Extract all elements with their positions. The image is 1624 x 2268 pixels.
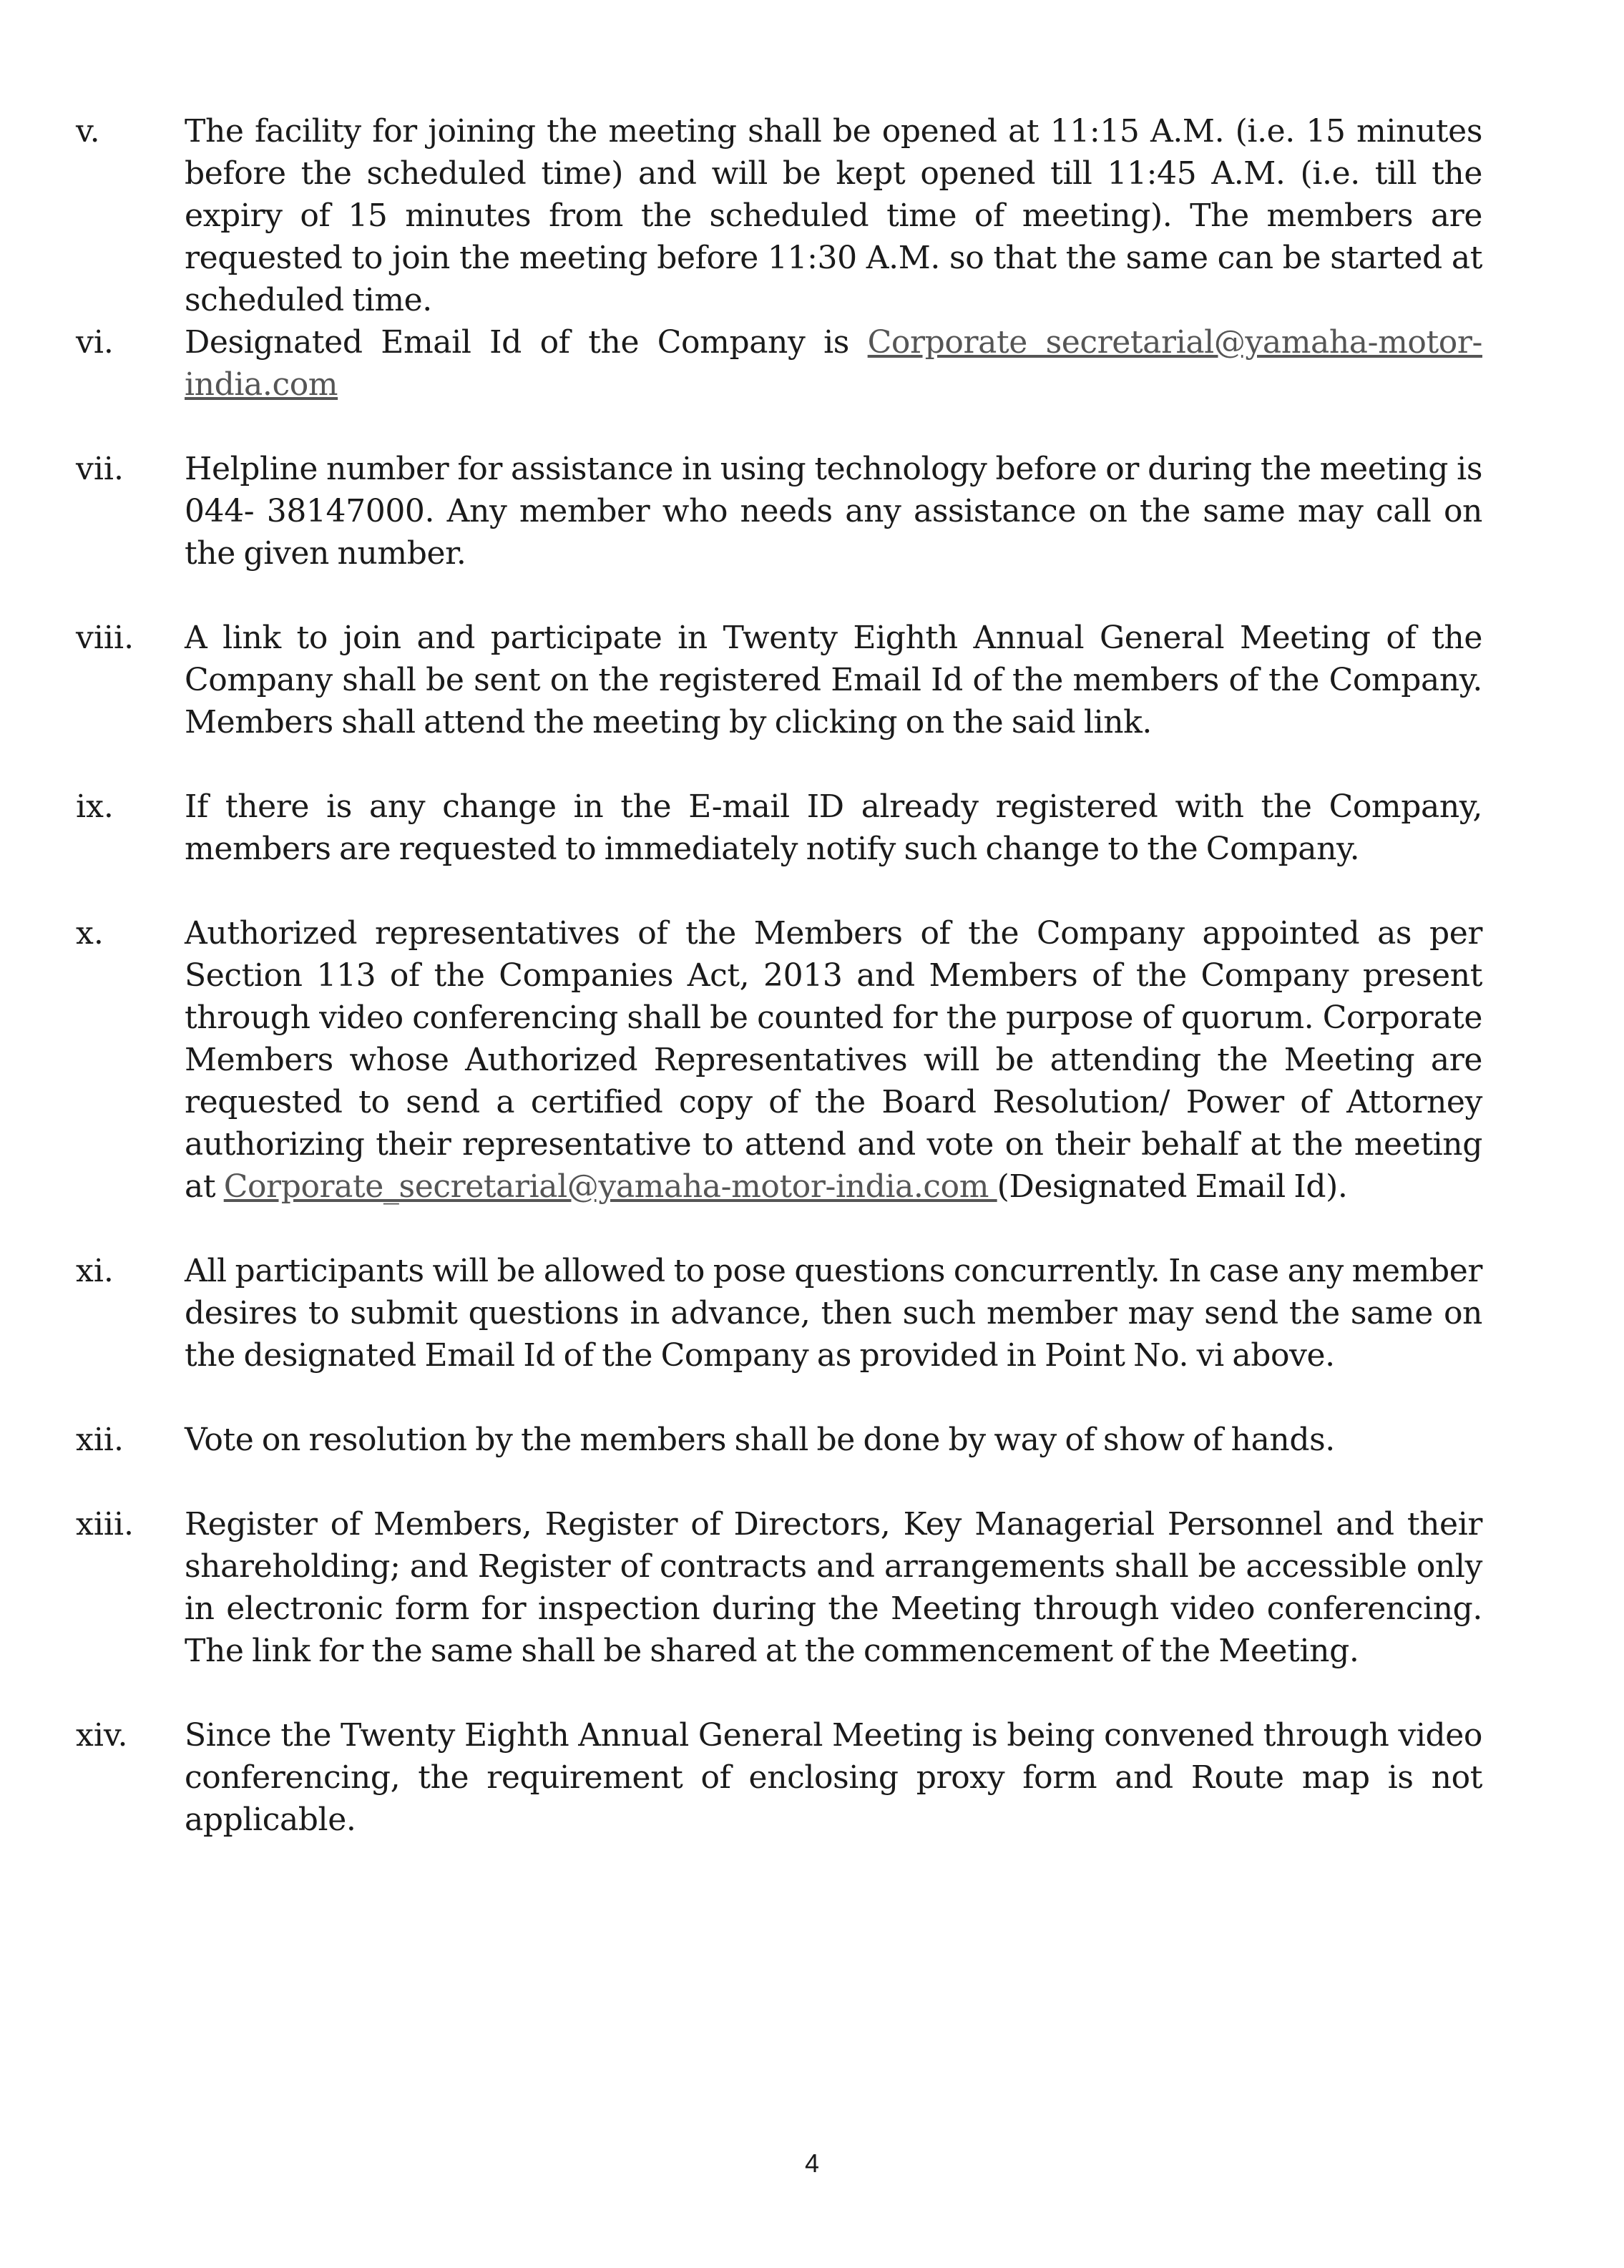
item-marker: xiii.: [76, 1506, 134, 1543]
item-text: [185, 321, 1482, 406]
item-text: [185, 912, 1482, 1208]
item-text: Helpline number for assistance in using technology before or during the meeting is 044- 38147000. Any member who needs any assistance on the same may call on the given number.: [185, 451, 1482, 572]
item-text: A link to join and participate in Twenty Eighth Annual General Meeting of the Company shall be sent on the registered Email Id of the members of the Company. Members shall attend the meeting by clicking on the said link.: [185, 620, 1482, 740]
item-text: Since the Twenty Eighth Annual General Meeting is being convened through video conferencing, the requirement of enclosing proxy form and Route map is not applicable.: [185, 1717, 1482, 1838]
item-marker: ix.: [76, 788, 114, 825]
item-text-before: Authorized representatives of the Members of the Company appointed as per Section 113 of the Companies Act, 2013 and Members of the Company present through video conferencing shall be counted for the purpose of quorum. Corporate Members whose Authorized Representatives will be attending the Meeting are requested to send a certified copy of the Board Resolution/ Power of Attorney authorizing their representative to attend and vote on their behalf at the meeting at: [185, 915, 1482, 1205]
item-text-after: (Designated Email Id).: [997, 1168, 1348, 1205]
item-text: If there is any change in the E-mail ID already registered with the Company, members are requested to immediately notify such change to the Company.: [185, 788, 1482, 867]
company-email-link[interactable]: Corporate_secretarial@yamaha-motor-india.com: [223, 1168, 997, 1205]
item-text: All participants will be allowed to pose questions concurrently. In case any member desires to submit questions in advance, then such member may send the same on the designated Email Id of the Company as provided in Point No. vi above.: [185, 1253, 1482, 1374]
item-text-before: Designated Email Id of the Company is: [185, 324, 868, 361]
item-text: The facility for joining the meeting shall be opened at 11:15 A.M. (i.e. 15 minutes before the scheduled time) and will be kept opened till 11:45 A.M. (i.e. till the expiry of 15 minutes from the scheduled time of meeting). The members are requested to join the meeting before 11:30 A.M. so that the same can be started at scheduled time.: [185, 113, 1482, 318]
item-text: Register of Members, Register of Directors, Key Managerial Personnel and their shareholding; and Register of contracts and arrangements shall be accessible only in electronic form for inspection during the Meeting through video conferencing. The link for the same shall be shared at the commencement of the Meeting.: [185, 1506, 1482, 1669]
item-marker: vi.: [76, 324, 114, 361]
item-marker: xii.: [76, 1422, 124, 1458]
item-text: Vote on resolution by the members shall be done by way of show of hands.: [185, 1422, 1335, 1458]
item-marker: x.: [76, 915, 104, 952]
item-marker: xi.: [76, 1253, 114, 1289]
item-marker: viii.: [76, 620, 134, 656]
item-marker: vii.: [76, 451, 124, 487]
page-number: 4: [804, 2149, 820, 2178]
company-email-link[interactable]: Corporate secretarial@yamaha-motor-india.com: [185, 324, 1482, 403]
item-marker: xiv.: [76, 1717, 128, 1754]
item-marker: v.: [76, 113, 100, 150]
